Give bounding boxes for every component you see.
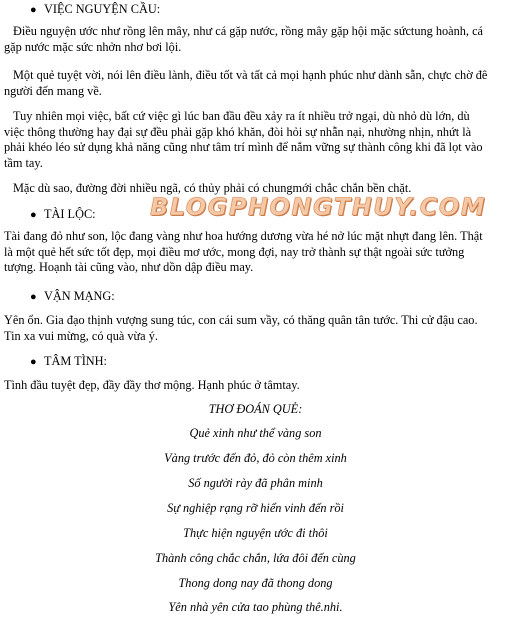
section-heading: TÀI LỘC: xyxy=(44,207,96,221)
section-heading: VIỆC NGUYỆN CẦU: xyxy=(44,2,161,16)
poem-line: Quẻ xinh như thể vàng son xyxy=(189,426,322,440)
bullet-icon: ● xyxy=(30,209,37,221)
section-heading: TÂM TÌNH: xyxy=(44,354,107,368)
poem-line: Vàng trước đến đỏ, đỏ còn thêm xinh xyxy=(164,451,347,465)
bullet-icon: ● xyxy=(30,4,37,16)
text-line: là một quẻ hết sức tốt đẹp, mọi điều mơ ước, mong đợi, nay trở thành sự thật ngoài sức tưởng xyxy=(4,244,465,259)
paragraph xyxy=(4,68,507,99)
paragraph xyxy=(4,109,507,171)
text-line: Một quẻ tuyệt vời, nói lên điều lành, điều tốt và tất cả mọi hạnh phúc như dành sẵn, chực chờ đê xyxy=(13,68,488,82)
text-line: Tài đang đỏ như son, lộc đang vàng như hoa hướng dương vừa hé nở lúc mặt nhựt đang lên. Thật xyxy=(4,229,483,243)
text-line: phải khéo léo sử dụng khả năng cũng như tâm trí mình để nắm vững sự thành công khi đã lọt vào xyxy=(4,140,483,154)
poem-line: Sự nghiệp rạng rỡ hiển vinh đến rồi xyxy=(167,501,344,515)
section-heading: VẬN MẠNG: xyxy=(44,289,115,303)
text-line: Yên ổn. Gia đạo thịnh vượng sung túc, con cái sum vầy, có thăng quân tân tước. Thi cử đậu cao. xyxy=(4,313,478,327)
text-line: Tình đầu tuyệt đẹp, đầy đầy thơ mộng. Hạnh phúc ở tâmtay. xyxy=(4,378,300,392)
poem-line: Thong dong nay đã thong dong xyxy=(178,576,333,590)
poem-line: Số người rày đã phân minh xyxy=(188,476,323,490)
heading-tai-loc xyxy=(30,207,96,224)
paragraph xyxy=(4,24,507,55)
paragraph xyxy=(4,313,507,344)
heading-viec-nguyen-cau xyxy=(30,2,160,19)
poem-line: Yên nhà yên cửa tao phùng thê.nhi. xyxy=(168,600,343,614)
text-line: người đến mang về. xyxy=(4,83,102,98)
poem-title: THƠ ĐOÁN QUẺ: xyxy=(208,402,303,416)
bullet-icon: ● xyxy=(30,291,37,303)
bullet-icon: ● xyxy=(30,356,37,368)
paragraph xyxy=(4,378,507,394)
text-line: gặp nước mặc sức nhởn nhơ bơi lội. xyxy=(4,39,182,54)
paragraph xyxy=(4,229,507,276)
watermark-logo: BLOGPHONGTHUY.COM xyxy=(150,193,487,221)
text-line: tượng. Hoạnh tài cũng vào, như dồn dập điều may. xyxy=(4,260,254,274)
heading-van-mang xyxy=(30,289,115,306)
text-line: Tuy nhiên mọi việc, bất cứ việc gì lúc ban đầu đều xảy ra ít nhiều trở ngại, dù nhỏ dù lớn, dù xyxy=(13,109,470,123)
text-line: Mặc dù sao, đường đời nhiều ngã, có thủy phải có chungmới chắc chắn bền chặt. xyxy=(13,181,412,195)
text-line: tầm tay. xyxy=(4,155,43,170)
poem-line: Thực hiện nguyện ước đi thôi xyxy=(183,526,328,540)
text-line: Điều nguyện ước như rồng lên mây, như cá gặp nước, rồng mây gặp hội mặc sứctung hoành, cá xyxy=(13,24,483,38)
heading-tam-tinh xyxy=(30,354,107,371)
poem-line: Thành công chắc chắn, lứa đôi đến cùng xyxy=(155,551,356,565)
text-line: Tin xa vui mừng, có quà vừa ý. xyxy=(4,328,158,343)
text-line: việc thông thường hay đại sự đều phải gặp khó khăn, đòi hỏi sự nhẫn nại, nhường nhịn, nhứt là xyxy=(4,124,472,139)
